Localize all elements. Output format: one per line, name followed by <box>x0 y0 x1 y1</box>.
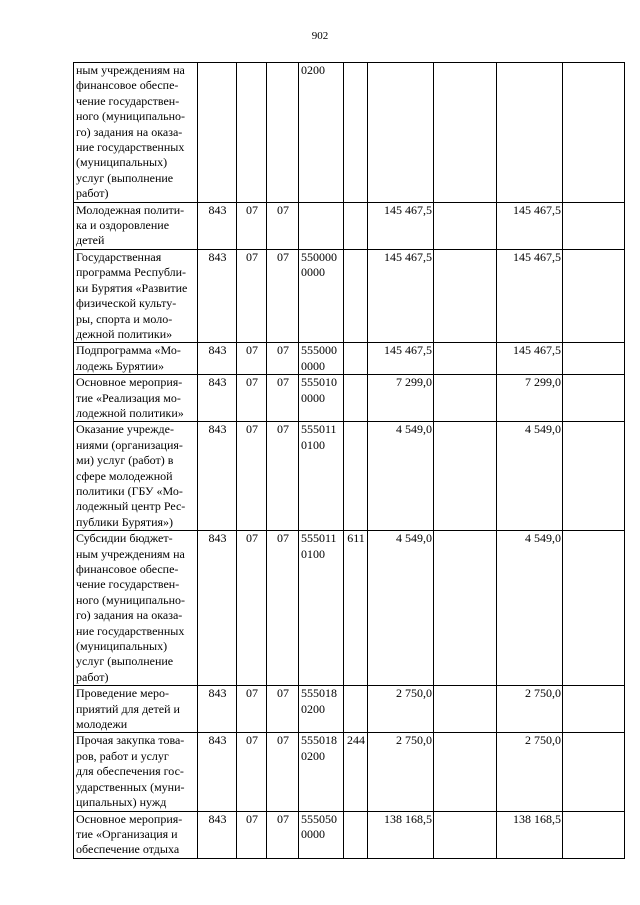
cell-ved: 843 <box>198 811 237 858</box>
cell-ved: 843 <box>198 422 237 531</box>
table-body <box>74 63 625 859</box>
cell-ved: 843 <box>198 733 237 811</box>
cell-amount-2: 145 467,5 <box>497 249 563 342</box>
cell-col-8 <box>434 63 497 203</box>
cell-csr: 555018 0200 <box>299 686 344 733</box>
cell-rz <box>237 63 267 203</box>
cell-amount-1: 7 299,0 <box>368 375 434 422</box>
table-row <box>74 249 625 342</box>
cell-rz: 07 <box>237 686 267 733</box>
cell-ved: 843 <box>198 531 237 686</box>
cell-vr <box>344 63 368 203</box>
cell-vr <box>344 375 368 422</box>
cell-rz: 07 <box>237 343 267 375</box>
cell-amount-1 <box>368 63 434 203</box>
cell-name: Молодежная полити- ка и оздоровление детей <box>74 202 198 249</box>
cell-csr <box>299 202 344 249</box>
cell-name: Проведение меро- приятий для детей и молодежи <box>74 686 198 733</box>
cell-col-8 <box>434 733 497 811</box>
cell-vr <box>344 422 368 531</box>
table-row <box>74 375 625 422</box>
cell-amount-1: 145 467,5 <box>368 202 434 249</box>
cell-csr: 555000 0000 <box>299 343 344 375</box>
cell-rz: 07 <box>237 422 267 531</box>
cell-rz: 07 <box>237 811 267 858</box>
cell-csr: 555011 0100 <box>299 422 344 531</box>
cell-amount-2: 4 549,0 <box>497 422 563 531</box>
cell-pr: 07 <box>267 202 299 249</box>
cell-col-8 <box>434 686 497 733</box>
cell-csr: 555011 0100 <box>299 531 344 686</box>
cell-ved: 843 <box>198 249 237 342</box>
cell-pr: 07 <box>267 686 299 733</box>
table-row <box>74 422 625 531</box>
cell-col-10 <box>563 202 625 249</box>
cell-ved <box>198 63 237 203</box>
table-row <box>74 63 625 203</box>
cell-amount-1: 4 549,0 <box>368 531 434 686</box>
cell-ved: 843 <box>198 343 237 375</box>
cell-col-8 <box>434 202 497 249</box>
cell-amount-2: 138 168,5 <box>497 811 563 858</box>
cell-col-8 <box>434 249 497 342</box>
cell-pr: 07 <box>267 249 299 342</box>
cell-pr: 07 <box>267 531 299 686</box>
cell-name: Субсидии бюджет- ным учреждениям на финансовое обеспе- чение государствен- ного (муниципально- го) задания на оказа- ние государственных (муниципальных) услуг (выполнение работ) <box>74 531 198 686</box>
cell-amount-2 <box>497 63 563 203</box>
cell-col-10 <box>563 249 625 342</box>
cell-csr: 555018 0200 <box>299 733 344 811</box>
table-row <box>74 202 625 249</box>
cell-vr <box>344 249 368 342</box>
cell-csr: 555010 0000 <box>299 375 344 422</box>
cell-col-8 <box>434 531 497 686</box>
cell-amount-1: 2 750,0 <box>368 686 434 733</box>
cell-name: Государственная программа Республи- ки Бурятия «Развитие физической культу- ры, спорта и моло- дежной политики» <box>74 249 198 342</box>
cell-name: Основное мероприя- тие «Организация и обеспечение отдыха <box>74 811 198 858</box>
cell-amount-1: 4 549,0 <box>368 422 434 531</box>
cell-col-8 <box>434 343 497 375</box>
cell-csr: 555050 0000 <box>299 811 344 858</box>
cell-col-10 <box>563 375 625 422</box>
cell-amount-2: 145 467,5 <box>497 343 563 375</box>
cell-csr: 0200 <box>299 63 344 203</box>
table-row <box>74 531 625 686</box>
cell-amount-2: 2 750,0 <box>497 686 563 733</box>
cell-amount-2: 145 467,5 <box>497 202 563 249</box>
cell-pr: 07 <box>267 343 299 375</box>
cell-col-8 <box>434 422 497 531</box>
cell-pr: 07 <box>267 422 299 531</box>
cell-rz: 07 <box>237 531 267 686</box>
cell-pr: 07 <box>267 811 299 858</box>
cell-ved: 843 <box>198 202 237 249</box>
cell-ved: 843 <box>198 686 237 733</box>
page-number: 902 <box>311 30 329 42</box>
cell-col-10 <box>563 531 625 686</box>
cell-col-10 <box>563 686 625 733</box>
cell-name: Прочая закупка това- ров, работ и услуг для обеспечения гос- ударственных (муни- ципальных) нужд <box>74 733 198 811</box>
cell-col-10 <box>563 422 625 531</box>
cell-rz: 07 <box>237 202 267 249</box>
cell-col-10 <box>563 811 625 858</box>
cell-col-8 <box>434 811 497 858</box>
budget-table <box>73 62 625 859</box>
table-row <box>74 343 625 375</box>
cell-rz: 07 <box>237 375 267 422</box>
cell-amount-2: 2 750,0 <box>497 733 563 811</box>
cell-col-10 <box>563 733 625 811</box>
cell-name: Подпрограмма «Мо- лодежь Бурятии» <box>74 343 198 375</box>
cell-pr: 07 <box>267 733 299 811</box>
cell-rz: 07 <box>237 249 267 342</box>
cell-vr <box>344 686 368 733</box>
cell-amount-2: 4 549,0 <box>497 531 563 686</box>
cell-col-10 <box>563 343 625 375</box>
cell-col-10 <box>563 63 625 203</box>
cell-col-8 <box>434 375 497 422</box>
table-row <box>74 733 625 811</box>
cell-amount-1: 138 168,5 <box>368 811 434 858</box>
cell-rz: 07 <box>237 733 267 811</box>
cell-vr <box>344 811 368 858</box>
cell-vr: 244 <box>344 733 368 811</box>
cell-ved: 843 <box>198 375 237 422</box>
cell-vr <box>344 343 368 375</box>
cell-vr: 611 <box>344 531 368 686</box>
cell-vr <box>344 202 368 249</box>
cell-pr: 07 <box>267 375 299 422</box>
cell-amount-1: 145 467,5 <box>368 343 434 375</box>
cell-csr: 550000 0000 <box>299 249 344 342</box>
cell-pr <box>267 63 299 203</box>
cell-name: Оказание учрежде- ниями (организация- ми) услуг (работ) в сфере молодежной политики (ГБУ «Мо- лодежный центр Рес- публики Бурятия») <box>74 422 198 531</box>
table-row <box>74 686 625 733</box>
cell-amount-1: 2 750,0 <box>368 733 434 811</box>
cell-amount-1: 145 467,5 <box>368 249 434 342</box>
cell-name: ным учреждениям на финансовое обеспе- чение государствен- ного (муниципально- го) задания на оказа- ние государственных (муниципальных) услуг (выполнение работ) <box>74 63 198 203</box>
cell-name: Основное мероприя- тие «Реализация мо- лодежной политики» <box>74 375 198 422</box>
cell-amount-2: 7 299,0 <box>497 375 563 422</box>
table-row <box>74 811 625 858</box>
